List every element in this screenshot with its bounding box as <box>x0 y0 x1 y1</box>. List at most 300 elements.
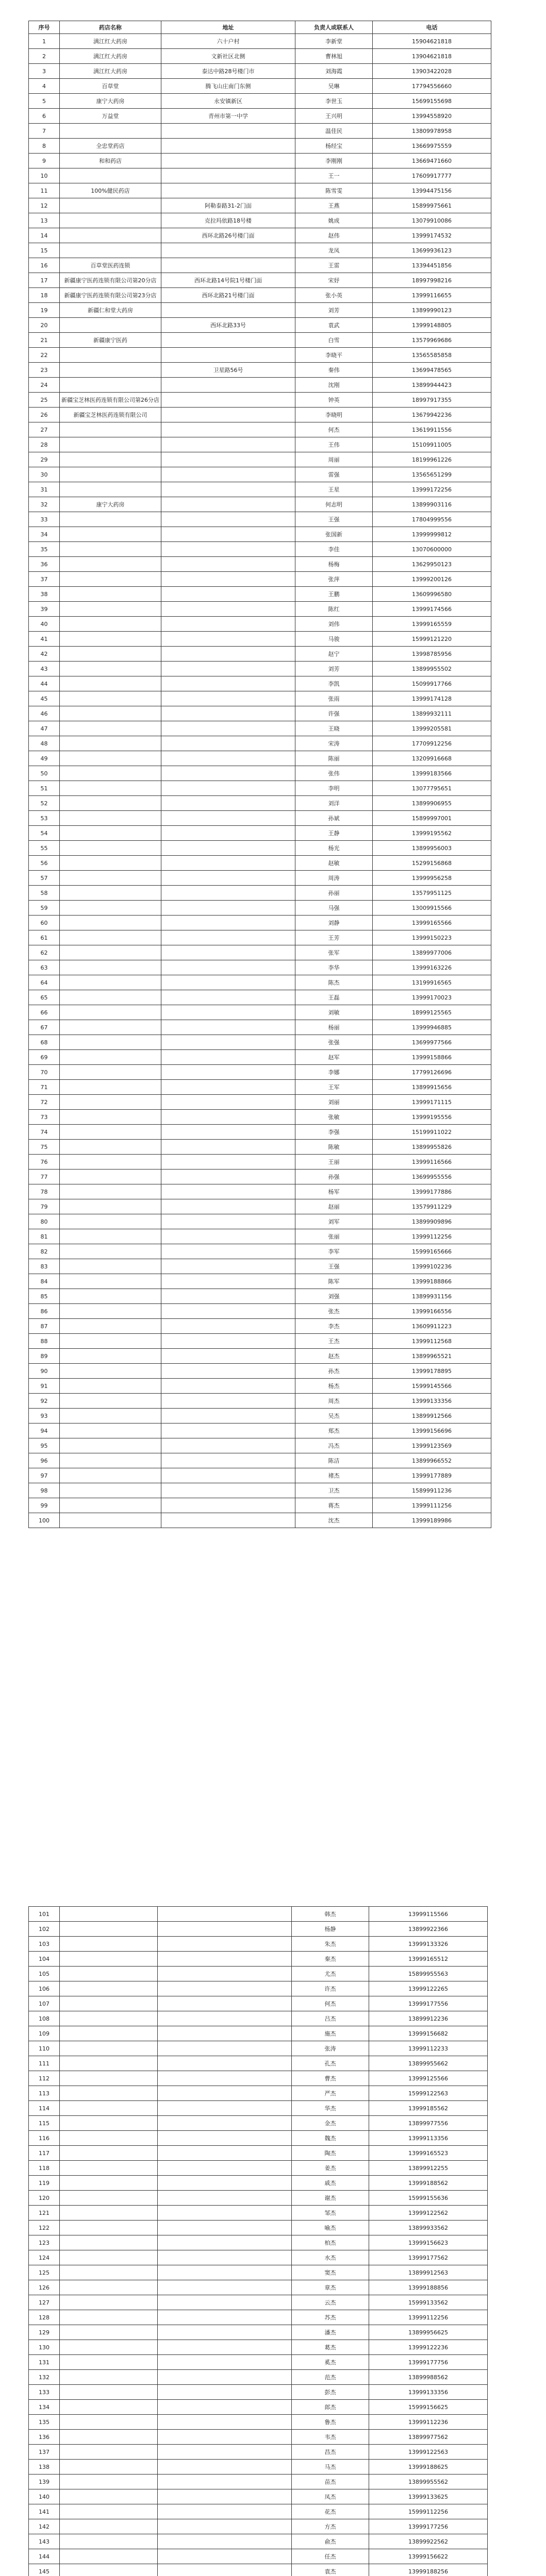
table-body-page-2 <box>29 1907 488 2576</box>
cell-contact: 陈军 <box>295 1274 373 1289</box>
cell-index: 63 <box>29 960 60 975</box>
cell-phone: 13579911229 <box>373 1199 491 1214</box>
table-row <box>29 2310 488 2325</box>
cell-pharmacy-name <box>60 1289 161 1304</box>
cell-index: 129 <box>29 2325 60 2340</box>
cell-index: 145 <box>29 2564 60 2576</box>
cell-phone: 13999156623 <box>369 2235 488 2250</box>
cell-contact: 赵丽 <box>295 1199 373 1214</box>
cell-address <box>161 1125 295 1140</box>
cell-index: 97 <box>29 1468 60 1483</box>
cell-index: 118 <box>29 2161 60 2176</box>
cell-phone: 17804999556 <box>373 512 491 527</box>
cell-contact: 马强 <box>295 901 373 916</box>
cell-address <box>158 2026 292 2041</box>
cell-contact: 彭杰 <box>292 2385 369 2400</box>
table-header-row <box>29 21 491 34</box>
cell-pharmacy-name <box>60 1184 161 1199</box>
cell-contact: 杨梅 <box>295 557 373 572</box>
cell-pharmacy-name <box>60 2445 158 2460</box>
cell-pharmacy-name <box>60 2086 158 2101</box>
cell-pharmacy-name <box>60 2415 158 2430</box>
cell-contact: 尤杰 <box>292 1967 369 1981</box>
table-row <box>29 422 491 437</box>
cell-index: 76 <box>29 1155 60 1170</box>
cell-phone: 13077795651 <box>373 781 491 796</box>
cell-pharmacy-name <box>60 2564 158 2576</box>
cell-pharmacy-name <box>60 452 161 467</box>
cell-phone: 13999178895 <box>373 1364 491 1379</box>
cell-phone: 13899912236 <box>369 2011 488 2026</box>
cell-phone: 13999165512 <box>369 1952 488 1967</box>
table-row <box>29 64 491 79</box>
cell-contact: 葛杰 <box>292 2340 369 2355</box>
cell-index: 96 <box>29 1453 60 1468</box>
cell-index: 95 <box>29 1438 60 1453</box>
cell-address <box>161 1438 295 1453</box>
table-row <box>29 1334 491 1349</box>
table-row <box>29 930 491 945</box>
cell-index: 55 <box>29 841 60 856</box>
cell-address <box>161 1229 295 1244</box>
cell-phone: 13999133356 <box>369 2385 488 2400</box>
table-row <box>29 2206 488 2221</box>
cell-contact: 何志明 <box>295 497 373 512</box>
cell-contact: 韦杰 <box>292 2430 369 2445</box>
cell-address <box>158 2475 292 2489</box>
cell-phone: 13999174532 <box>373 228 491 243</box>
cell-pharmacy-name <box>60 945 161 960</box>
cell-phone: 13899990123 <box>373 303 491 318</box>
cell-phone: 15099917766 <box>373 676 491 691</box>
cell-address <box>161 1214 295 1229</box>
table-row <box>29 408 491 422</box>
table-row <box>29 1468 491 1483</box>
table-row <box>29 1379 491 1394</box>
table-row <box>29 2445 488 2460</box>
cell-contact: 王静 <box>295 826 373 841</box>
cell-contact: 张萍 <box>295 572 373 587</box>
cell-contact: 张涛 <box>292 2041 369 2056</box>
cell-address <box>158 2445 292 2460</box>
table-row <box>29 796 491 811</box>
cell-pharmacy-name <box>60 2176 158 2191</box>
cell-phone: 13899922562 <box>369 2534 488 2549</box>
cell-pharmacy-name <box>60 348 161 363</box>
table-row <box>29 1922 488 1937</box>
table-row <box>29 482 491 497</box>
cell-contact: 华杰 <box>292 2101 369 2116</box>
cell-contact: 姚成 <box>295 213 373 228</box>
cell-address: 西环北路33号 <box>161 318 295 333</box>
cell-pharmacy-name <box>60 512 161 527</box>
cell-phone: 13999112256 <box>373 1229 491 1244</box>
cell-contact: 方杰 <box>292 2519 369 2534</box>
cell-index: 6 <box>29 109 60 124</box>
cell-phone: 13999946885 <box>373 1020 491 1035</box>
cell-phone: 15999112256 <box>369 2504 488 2519</box>
cell-index: 90 <box>29 1364 60 1379</box>
cell-index: 140 <box>29 2489 60 2504</box>
cell-index: 4 <box>29 79 60 94</box>
cell-address: 青州市第一中学 <box>161 109 295 124</box>
cell-address <box>158 2534 292 2549</box>
cell-contact: 李新堂 <box>295 34 373 49</box>
cell-pharmacy-name <box>60 542 161 557</box>
cell-address <box>161 871 295 886</box>
table-row <box>29 647 491 662</box>
cell-phone: 13899955662 <box>369 2056 488 2071</box>
table-row <box>29 1907 488 1922</box>
cell-pharmacy-name <box>60 1020 161 1035</box>
cell-index: 85 <box>29 1289 60 1304</box>
cell-contact: 许杰 <box>292 1981 369 1996</box>
cell-address <box>161 139 295 154</box>
table-row <box>29 2534 488 2549</box>
cell-contact: 赵敏 <box>295 856 373 871</box>
cell-pharmacy-name <box>60 647 161 662</box>
table-row <box>29 2519 488 2534</box>
table-row <box>29 303 491 318</box>
cell-pharmacy-name <box>60 2504 158 2519</box>
table-row <box>29 2295 488 2310</box>
cell-index: 132 <box>29 2370 60 2385</box>
cell-index: 43 <box>29 662 60 676</box>
cell-address: 六十户村 <box>161 34 295 49</box>
cell-index: 26 <box>29 408 60 422</box>
cell-address <box>161 168 295 183</box>
cell-address <box>158 2101 292 2116</box>
table-row <box>29 1952 488 1967</box>
table-row <box>29 1364 491 1379</box>
cell-pharmacy-name <box>60 2534 158 2549</box>
cell-phone: 13629950123 <box>373 557 491 572</box>
cell-phone: 15899955563 <box>369 1967 488 1981</box>
cell-pharmacy-name <box>60 422 161 437</box>
cell-index: 127 <box>29 2295 60 2310</box>
cell-address <box>161 1453 295 1468</box>
cell-index: 128 <box>29 2310 60 2325</box>
cell-contact: 花杰 <box>292 2504 369 2519</box>
cell-index: 68 <box>29 1035 60 1050</box>
cell-pharmacy-name <box>60 2206 158 2221</box>
cell-address <box>158 2191 292 2206</box>
cell-phone: 13209916668 <box>373 751 491 766</box>
cell-address <box>158 2086 292 2101</box>
cell-index: 93 <box>29 1409 60 1423</box>
cell-pharmacy-name <box>60 662 161 676</box>
cell-pharmacy-name <box>60 1199 161 1214</box>
cell-contact: 张丽 <box>295 1229 373 1244</box>
cell-address <box>161 901 295 916</box>
cell-phone: 13999156622 <box>369 2549 488 2564</box>
cell-address <box>161 826 295 841</box>
cell-phone: 13699977566 <box>373 1035 491 1050</box>
cell-index: 105 <box>29 1967 60 1981</box>
cell-index: 28 <box>29 437 60 452</box>
cell-contact: 郎杰 <box>292 2400 369 2415</box>
cell-contact: 王伟 <box>295 437 373 452</box>
cell-pharmacy-name <box>60 318 161 333</box>
cell-index: 29 <box>29 452 60 467</box>
cell-address <box>161 706 295 721</box>
cell-address <box>161 1184 295 1199</box>
cell-address <box>158 2235 292 2250</box>
cell-index: 111 <box>29 2056 60 2071</box>
table-row <box>29 736 491 751</box>
cell-contact: 陈雪雯 <box>295 183 373 198</box>
cell-phone: 13999171115 <box>373 1095 491 1110</box>
cell-pharmacy-name <box>60 482 161 497</box>
cell-pharmacy-name <box>60 437 161 452</box>
cell-contact: 苏杰 <box>292 2310 369 2325</box>
cell-phone: 13999189986 <box>373 1513 491 1528</box>
cell-index: 75 <box>29 1140 60 1155</box>
cell-address <box>161 1409 295 1423</box>
cell-phone: 13999112256 <box>369 2310 488 2325</box>
cell-contact: 秦伟 <box>295 363 373 378</box>
cell-index: 141 <box>29 2504 60 2519</box>
table-row <box>29 1184 491 1199</box>
cell-pharmacy-name <box>60 1498 161 1513</box>
table-row <box>29 662 491 676</box>
cell-index: 18 <box>29 288 60 303</box>
cell-phone: 18199961226 <box>373 452 491 467</box>
cell-pharmacy-name <box>60 691 161 706</box>
cell-contact: 李华 <box>295 960 373 975</box>
table-row <box>29 243 491 258</box>
table-row <box>29 676 491 691</box>
cell-phone: 13999177756 <box>369 2355 488 2370</box>
cell-phone: 13999165559 <box>373 617 491 632</box>
cell-address <box>161 1468 295 1483</box>
cell-phone: 15899997001 <box>373 811 491 826</box>
cell-contact: 周涛 <box>295 871 373 886</box>
cell-address <box>161 1289 295 1304</box>
cell-address <box>161 303 295 318</box>
table-row <box>29 916 491 930</box>
cell-phone: 13998785956 <box>373 647 491 662</box>
cell-pharmacy-name <box>60 1244 161 1259</box>
cell-phone: 13999177886 <box>373 1184 491 1199</box>
cell-contact: 曹林旭 <box>295 49 373 64</box>
cell-phone: 13999195562 <box>373 826 491 841</box>
cell-contact: 吴杰 <box>295 1409 373 1423</box>
cell-index: 82 <box>29 1244 60 1259</box>
cell-address <box>158 2265 292 2280</box>
table-row <box>29 1140 491 1155</box>
cell-address <box>161 975 295 990</box>
cell-pharmacy-name <box>60 2430 158 2445</box>
header-address: 地址 <box>161 21 295 34</box>
cell-pharmacy-name <box>60 1394 161 1409</box>
cell-phone: 13899933562 <box>369 2221 488 2235</box>
table-body-page-1 <box>29 34 491 1528</box>
table-row <box>29 811 491 826</box>
cell-address <box>161 632 295 647</box>
cell-contact: 刘强 <box>295 1289 373 1304</box>
cell-contact: 许强 <box>295 706 373 721</box>
cell-address <box>158 1952 292 1967</box>
cell-pharmacy-name <box>60 1996 158 2011</box>
cell-contact: 李刚刚 <box>295 154 373 168</box>
cell-address <box>161 647 295 662</box>
cell-address <box>158 2295 292 2310</box>
cell-contact: 孙丽 <box>295 886 373 901</box>
cell-pharmacy-name <box>60 1110 161 1125</box>
table-row <box>29 2026 488 2041</box>
cell-index: 22 <box>29 348 60 363</box>
cell-index: 15 <box>29 243 60 258</box>
cell-address <box>161 990 295 1005</box>
cell-pharmacy-name <box>60 228 161 243</box>
cell-contact: 卫杰 <box>295 1483 373 1498</box>
cell-contact: 戚杰 <box>292 2176 369 2191</box>
cell-address <box>158 2460 292 2475</box>
cell-contact: 苗杰 <box>292 2475 369 2489</box>
cell-phone: 13999122236 <box>369 2340 488 2355</box>
cell-phone: 17799126696 <box>373 1065 491 1080</box>
cell-pharmacy-name <box>60 1967 158 1981</box>
cell-pharmacy-name <box>60 811 161 826</box>
cell-address <box>161 1155 295 1170</box>
cell-pharmacy-name <box>60 198 161 213</box>
cell-phone: 17609917777 <box>373 168 491 183</box>
cell-index: 137 <box>29 2445 60 2460</box>
cell-pharmacy-name <box>60 587 161 602</box>
table-row <box>29 602 491 617</box>
cell-contact: 张小英 <box>295 288 373 303</box>
cell-address <box>158 2221 292 2235</box>
cell-contact: 施杰 <box>292 2026 369 2041</box>
table-row <box>29 751 491 766</box>
cell-pharmacy-name <box>60 2355 158 2370</box>
table-row <box>29 1423 491 1438</box>
cell-pharmacy-name <box>60 572 161 587</box>
cell-address <box>161 841 295 856</box>
cell-index: 54 <box>29 826 60 841</box>
cell-phone: 13999174566 <box>373 602 491 617</box>
cell-phone: 13999133326 <box>369 1937 488 1952</box>
cell-index: 27 <box>29 422 60 437</box>
cell-contact: 曹杰 <box>292 2071 369 2086</box>
cell-pharmacy-name: 新疆康宁医药 <box>60 333 161 348</box>
cell-index: 41 <box>29 632 60 647</box>
cell-address <box>158 2504 292 2519</box>
cell-pharmacy-name <box>60 1319 161 1334</box>
cell-pharmacy-name <box>60 2191 158 2206</box>
cell-index: 142 <box>29 2519 60 2534</box>
table-row <box>29 781 491 796</box>
cell-pharmacy-name <box>60 1409 161 1423</box>
table-row <box>29 2250 488 2265</box>
cell-index: 74 <box>29 1125 60 1140</box>
cell-contact: 吴琳 <box>295 79 373 94</box>
cell-phone: 13619911556 <box>373 422 491 437</box>
cell-phone: 15999133562 <box>369 2295 488 2310</box>
cell-index: 12 <box>29 198 60 213</box>
cell-contact: 王磊 <box>295 990 373 1005</box>
cell-phone: 15299156868 <box>373 856 491 871</box>
cell-pharmacy-name <box>60 2101 158 2116</box>
cell-address <box>158 2161 292 2176</box>
cell-contact: 周丽 <box>295 452 373 467</box>
cell-pharmacy-name <box>60 2041 158 2056</box>
cell-contact: 何杰 <box>295 422 373 437</box>
cell-index: 136 <box>29 2430 60 2445</box>
cell-index: 124 <box>29 2250 60 2265</box>
cell-contact: 龙凤 <box>295 243 373 258</box>
cell-address <box>161 587 295 602</box>
cell-address <box>161 736 295 751</box>
cell-index: 86 <box>29 1304 60 1319</box>
table-row <box>29 1996 488 2011</box>
cell-pharmacy-name <box>60 960 161 975</box>
cell-phone: 13899944423 <box>373 378 491 393</box>
cell-phone: 13999956258 <box>373 871 491 886</box>
cell-contact: 陈敏 <box>295 1140 373 1155</box>
cell-address <box>161 1349 295 1364</box>
cell-pharmacy-name: 百草堂医药连锁 <box>60 258 161 273</box>
cell-pharmacy-name <box>60 168 161 183</box>
cell-pharmacy-name <box>60 1214 161 1229</box>
table-row <box>29 348 491 363</box>
cell-pharmacy-name <box>60 1379 161 1394</box>
cell-contact: 赵杰 <box>295 1349 373 1364</box>
table-row <box>29 1498 491 1513</box>
cell-address <box>161 1095 295 1110</box>
cell-address <box>158 2071 292 2086</box>
cell-phone: 13579969686 <box>373 333 491 348</box>
cell-address <box>161 886 295 901</box>
cell-address <box>161 1080 295 1095</box>
table-row <box>29 258 491 273</box>
cell-address <box>161 1110 295 1125</box>
cell-contact: 赵宁 <box>295 647 373 662</box>
cell-index: 31 <box>29 482 60 497</box>
cell-index: 126 <box>29 2280 60 2295</box>
table-row <box>29 886 491 901</box>
cell-contact: 窦杰 <box>292 2265 369 2280</box>
cell-address <box>158 2280 292 2295</box>
cell-index: 92 <box>29 1394 60 1409</box>
cell-pharmacy-name <box>60 1259 161 1274</box>
table-row <box>29 1005 491 1020</box>
cell-phone: 13699955556 <box>373 1170 491 1184</box>
cell-phone: 13999115566 <box>369 1907 488 1922</box>
cell-contact: 郑杰 <box>295 1423 373 1438</box>
cell-phone: 15199911022 <box>373 1125 491 1140</box>
cell-pharmacy-name <box>60 1483 161 1498</box>
cell-contact: 蒋杰 <box>295 1498 373 1513</box>
table-row <box>29 632 491 647</box>
cell-index: 45 <box>29 691 60 706</box>
cell-pharmacy-name <box>60 990 161 1005</box>
cell-pharmacy-name <box>60 1035 161 1050</box>
table-row <box>29 2325 488 2340</box>
cell-pharmacy-name <box>60 1140 161 1155</box>
cell-pharmacy-name <box>60 721 161 736</box>
cell-pharmacy-name <box>60 1438 161 1453</box>
cell-index: 11 <box>29 183 60 198</box>
table-row <box>29 2116 488 2131</box>
table-row <box>29 2265 488 2280</box>
cell-phone: 15999155636 <box>369 2191 488 2206</box>
cell-phone: 13899922366 <box>369 1922 488 1937</box>
cell-address <box>161 796 295 811</box>
table-row <box>29 1244 491 1259</box>
page-1 <box>0 21 546 1528</box>
